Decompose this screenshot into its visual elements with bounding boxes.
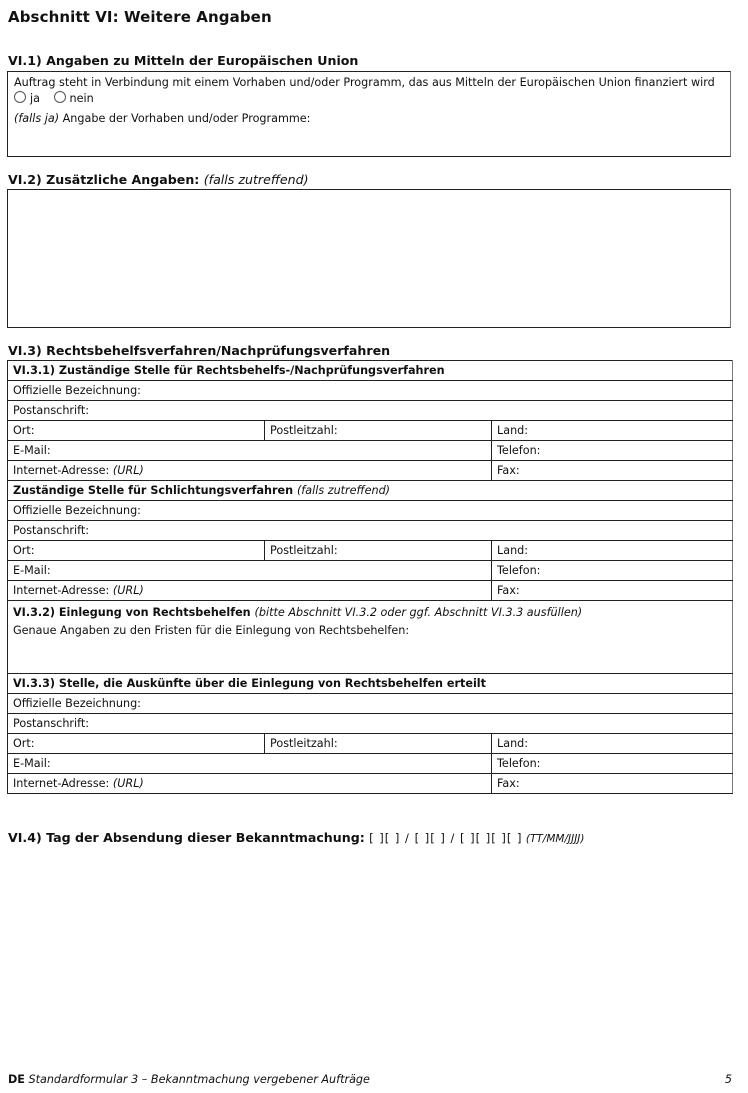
vi31-fax-field[interactable]: Fax: bbox=[492, 461, 733, 481]
radio-circle-icon[interactable] bbox=[54, 91, 66, 103]
vi31-phone-field[interactable]: Telefon: bbox=[492, 441, 733, 461]
radio-nein[interactable]: nein bbox=[54, 91, 94, 105]
table-row bbox=[8, 754, 733, 774]
mediation-heading: Zuständige Stelle für Schlichtungsverfahren (falls zutreffend) bbox=[8, 481, 733, 501]
vi33-internet-field[interactable]: Internet-Adresse: (URL) bbox=[8, 774, 492, 794]
table-row bbox=[8, 441, 733, 461]
table-row bbox=[8, 481, 733, 501]
vi32-lodging-appeals[interactable] bbox=[8, 601, 733, 674]
table-row bbox=[8, 421, 733, 441]
radio-ja[interactable]: ja bbox=[14, 91, 40, 105]
table-row bbox=[8, 501, 733, 521]
table-row bbox=[8, 401, 733, 421]
table-row bbox=[8, 774, 733, 794]
footer-language: DE bbox=[8, 1073, 25, 1086]
vi33-fax-field[interactable]: Fax: bbox=[492, 774, 733, 794]
section-vi2-heading: VI.2) Zusätzliche Angaben: (falls zutreffend) bbox=[8, 172, 309, 187]
vi31-postal-address-field[interactable]: Postanschrift: bbox=[8, 401, 733, 421]
radio-circle-icon[interactable] bbox=[14, 91, 26, 103]
footer-form-name: Standardformular 3 – Bekanntmachung vergebener Aufträge bbox=[24, 1073, 370, 1086]
vi33-town-field[interactable]: Ort: bbox=[8, 734, 265, 754]
mediation-phone-field[interactable]: Telefon: bbox=[492, 561, 733, 581]
vi31-official-name-field[interactable]: Offizielle Bezeichnung: bbox=[8, 381, 733, 401]
table-row bbox=[8, 541, 733, 561]
vi33-postal-address-field[interactable]: Postanschrift: bbox=[8, 714, 733, 734]
table-row bbox=[8, 381, 733, 401]
table-row bbox=[8, 561, 733, 581]
mediation-postal-code-field[interactable]: Postleitzahl: bbox=[265, 541, 492, 561]
section-vi3-heading: VI.3) Rechtsbehelfsverfahren/Nachprüfungsverfahren bbox=[8, 343, 391, 358]
eu-funding-options bbox=[14, 91, 104, 105]
vi33-postal-code-field[interactable]: Postleitzahl: bbox=[265, 734, 492, 754]
vi31-country-field[interactable]: Land: bbox=[492, 421, 733, 441]
section-vi1-heading: VI.1) Angaben zu Mitteln der Europäischen Union bbox=[8, 53, 359, 68]
section-vi1-box bbox=[7, 71, 731, 157]
additional-info-field[interactable] bbox=[7, 189, 731, 328]
section-vi4-heading: VI.4) Tag der Absendung dieser Bekanntmachung: bbox=[8, 830, 370, 845]
table-row bbox=[8, 601, 733, 674]
mediation-fax-field[interactable]: Fax: bbox=[492, 581, 733, 601]
mediation-email-field[interactable]: E-Mail: bbox=[8, 561, 492, 581]
dispatch-date-boxes[interactable]: [ ][ ] / [ ][ ] / [ ][ ][ ][ ] bbox=[369, 831, 523, 845]
vi32-heading: VI.3.2) Einlegung von Rechtsbehelfen (bitte Abschnitt VI.3.2 oder ggf. Abschnitt VI.3.3 ausfüllen) bbox=[13, 606, 583, 619]
vi31-postal-code-field[interactable]: Postleitzahl: bbox=[265, 421, 492, 441]
vi33-email-field[interactable]: E-Mail: bbox=[8, 754, 492, 774]
mediation-internet-field[interactable]: Internet-Adresse: (URL) bbox=[8, 581, 492, 601]
vi32-deadlines-label: Genaue Angaben zu den Fristen für die Einlegung von Rechtsbehelfen: bbox=[13, 624, 410, 637]
vi33-official-name-field[interactable]: Offizielle Bezeichnung: bbox=[8, 694, 733, 714]
eu-funding-question: Auftrag steht in Verbindung mit einem Vorhaben und/oder Programm, das aus Mitteln der Europäischen Union finanziert wird bbox=[14, 76, 715, 89]
page-title: Abschnitt VI: Weitere Angaben bbox=[8, 8, 272, 26]
vi33-country-field[interactable]: Land: bbox=[492, 734, 733, 754]
table-row bbox=[8, 674, 733, 694]
vi33-heading: VI.3.3) Stelle, die Auskünfte über die Einlegung von Rechtsbehelfen erteilt bbox=[8, 674, 733, 694]
vi31-internet-field[interactable]: Internet-Adresse: (URL) bbox=[8, 461, 492, 481]
table-row bbox=[8, 461, 733, 481]
table-row bbox=[8, 734, 733, 754]
table-row bbox=[8, 521, 733, 541]
mediation-town-field[interactable]: Ort: bbox=[8, 541, 265, 561]
table-row bbox=[8, 694, 733, 714]
vi31-town-field[interactable]: Ort: bbox=[8, 421, 265, 441]
section-vi4 bbox=[8, 830, 585, 845]
vi31-email-field[interactable]: E-Mail: bbox=[8, 441, 492, 461]
date-format-hint: (TT/MM/JJJJ) bbox=[522, 833, 585, 845]
vi33-phone-field[interactable]: Telefon: bbox=[492, 754, 733, 774]
mediation-postal-address-field[interactable]: Postanschrift: bbox=[8, 521, 733, 541]
table-row bbox=[8, 581, 733, 601]
table-row bbox=[8, 361, 733, 381]
review-procedures-table bbox=[7, 360, 733, 794]
mediation-country-field[interactable]: Land: bbox=[492, 541, 733, 561]
eu-programme-label: (falls ja) Angabe der Vorhaben und/oder Programme: bbox=[14, 112, 311, 125]
footer bbox=[8, 1073, 370, 1086]
page-number: 5 bbox=[724, 1073, 732, 1086]
vi31-heading: VI.3.1) Zuständige Stelle für Rechtsbehelfs-/Nachprüfungsverfahren bbox=[8, 361, 733, 381]
mediation-official-name-field[interactable]: Offizielle Bezeichnung: bbox=[8, 501, 733, 521]
table-row bbox=[8, 714, 733, 734]
